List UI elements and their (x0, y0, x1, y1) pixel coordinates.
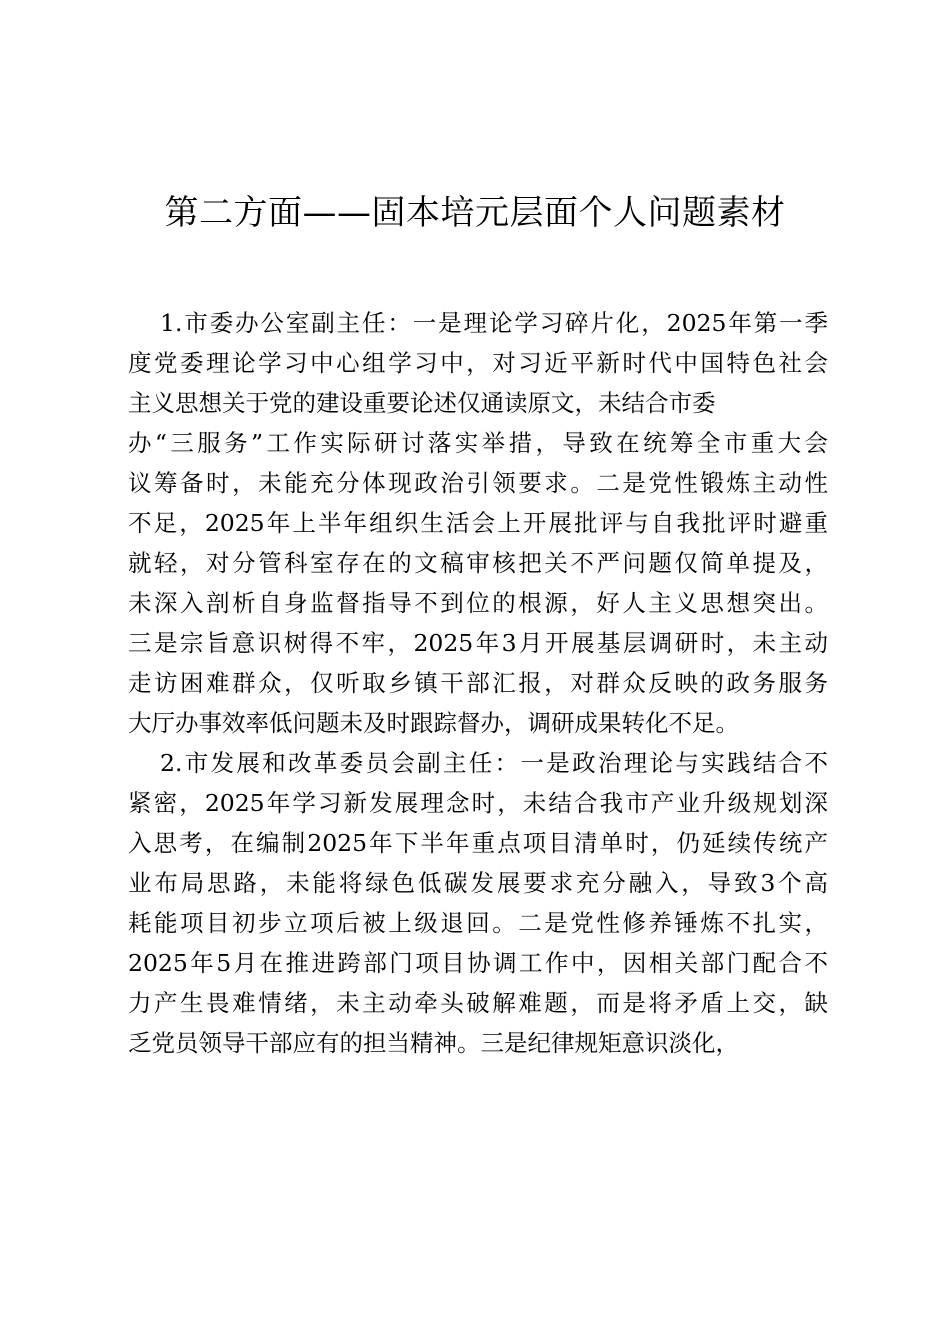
paragraph-line: 度党委理论学习中心组学习中，对习近平新时代中国特色社会 (128, 349, 828, 377)
paragraph-line: 办“三服务”工作实际研讨落实举措，导致在统筹全市重大会 (128, 429, 828, 457)
paragraph-line: 大厅办事效率低问题未及时跟踪督办，调研成果转化不足。 (128, 709, 739, 737)
paragraph-line: 业布局思路，未能将绿色低碳发展要求充分融入，导致3个高 (128, 869, 828, 897)
paragraph-1 (128, 303, 828, 743)
paragraph-line: 不足，2025年上半年组织生活会上开展批评与自我批评时避重 (128, 509, 828, 537)
paragraph-line: 耗能项目初步立项后被上级退回。二是党性修养锤炼不扎实， (128, 909, 828, 937)
paragraph-line: 2.市发展和改革委员会副主任：一是政治理论与实践结合不 (160, 749, 828, 777)
paragraph-line: 就轻，对分管科室存在的文稿审核把关不严问题仅简单提及， (128, 549, 828, 577)
paragraph-line: 紧密，2025年学习新发展理念时，未结合我市产业升级规划深 (128, 789, 828, 817)
paragraph-line: 力产生畏难情绪，未主动牵头破解难题，而是将矛盾上交，缺 (128, 989, 828, 1017)
paragraph-line: 议筹备时，未能充分体现政治引领要求。二是党性锻炼主动性 (128, 469, 828, 497)
paragraph-2 (128, 743, 828, 1063)
document-body (128, 303, 828, 1063)
document-title: 第二方面——固本培元层面个人问题素材 (164, 192, 786, 233)
paragraph-line: 1.市委办公室副主任：一是理论学习碎片化，2025年第一季 (160, 309, 828, 337)
paragraph-line: 未深入剖析自身监督指导不到位的根源，好人主义思想突出。 (128, 589, 828, 617)
paragraph-line: 2025年5月在推进跨部门项目协调工作中，因相关部门配合不 (128, 949, 828, 977)
paragraph-line: 走访困难群众，仅听取乡镇干部汇报，对群众反映的政务服务 (128, 669, 828, 697)
paragraph-line: 入思考，在编制2025年下半年重点项目清单时，仍延续传统产 (128, 829, 828, 857)
paragraph-line: 乏党员领导干部应有的担当精神。三是纪律规矩意识淡化， (128, 1029, 739, 1057)
paragraph-line: 主义思想关于党的建设重要论述仅通读原文，未结合市委 (128, 389, 716, 417)
paragraph-line: 三是宗旨意识树得不牢，2025年3月开展基层调研时，未主动 (128, 629, 828, 657)
